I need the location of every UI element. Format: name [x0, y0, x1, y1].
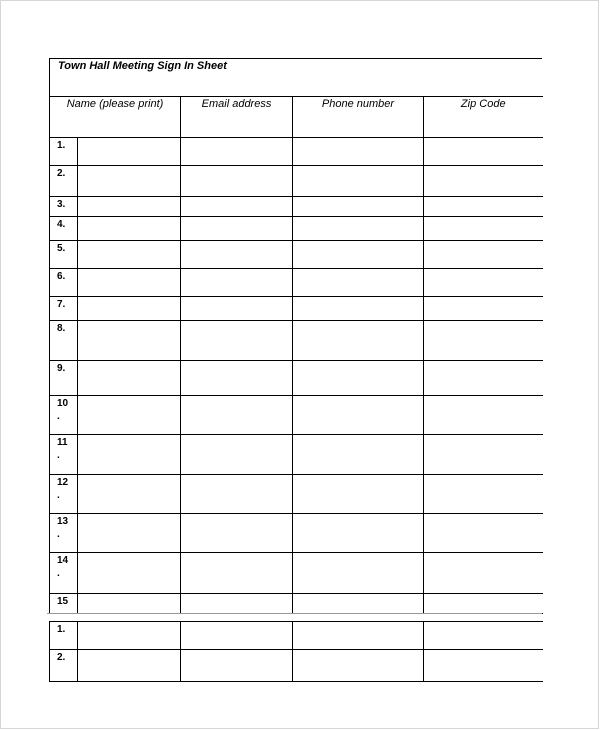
row-number-label: 6.: [57, 271, 66, 282]
sign-in-table-continued: [49, 621, 543, 682]
phone-cell: [293, 475, 424, 514]
name-cell: [78, 321, 181, 361]
row-number-label: 7.: [57, 299, 66, 310]
phone-cell: [293, 197, 424, 217]
email-cell: [181, 594, 293, 614]
row-number-label: 15: [57, 596, 69, 607]
row-number-label: 2.: [57, 652, 66, 663]
zip-cell: [424, 197, 543, 217]
row-number: [50, 622, 78, 650]
email-cell: [181, 514, 293, 553]
zip-cell: [424, 269, 543, 297]
phone-cell: [293, 297, 424, 321]
zip-cell: [424, 650, 543, 682]
zip-cell: [424, 553, 543, 594]
phone-cell: [293, 650, 424, 682]
phone-cell: [293, 217, 424, 241]
row-number: [50, 435, 78, 475]
phone-cell: [293, 435, 424, 475]
name-cell: [78, 514, 181, 553]
zip-cell: [424, 475, 543, 514]
name-cell: [78, 396, 181, 435]
phone-cell: [293, 553, 424, 594]
name-cell: [78, 553, 181, 594]
zip-cell: [424, 166, 543, 197]
sign-in-sheet-continued: [49, 621, 542, 682]
sign-in-table: [49, 96, 543, 614]
name-cell: [78, 297, 181, 321]
email-cell: [181, 166, 293, 197]
name-cell: [78, 217, 181, 241]
table-row: [50, 269, 543, 297]
phone-cell: [293, 622, 424, 650]
row-number-label: 10: [57, 398, 69, 409]
table-row: [50, 553, 543, 594]
name-cell: [78, 361, 181, 396]
row-number-label: 9.: [57, 363, 66, 374]
phone-cell: [293, 594, 424, 614]
phone-cell: [293, 138, 424, 166]
row-number: [50, 650, 78, 682]
phone-cell: [293, 396, 424, 435]
row-number-label: 11: [57, 437, 68, 448]
email-cell: [181, 650, 293, 682]
row-number-continuation: .: [57, 450, 60, 461]
email-cell: [181, 435, 293, 475]
zip-cell: [424, 514, 543, 553]
row-number: [50, 138, 78, 166]
table-row: [50, 650, 543, 682]
sheet-title: Town Hall Meeting Sign In Sheet: [58, 60, 227, 72]
name-cell: [78, 269, 181, 297]
name-cell: [78, 241, 181, 269]
row-number-continuation: .: [57, 529, 60, 540]
email-cell: [181, 553, 293, 594]
email-cell: [181, 622, 293, 650]
phone-cell: [293, 514, 424, 553]
row-number: [50, 241, 78, 269]
row-number-continuation: .: [57, 568, 60, 579]
table-row: [50, 396, 543, 435]
row-number: [50, 321, 78, 361]
name-cell: [78, 594, 181, 614]
table-row: [50, 217, 543, 241]
email-cell: [181, 361, 293, 396]
zip-cell: [424, 241, 543, 269]
row-number-label: 12: [57, 477, 69, 488]
table-row: [50, 361, 543, 396]
zip-cell: [424, 435, 543, 475]
table-row: [50, 514, 543, 553]
row-number: [50, 396, 78, 435]
name-cell: [78, 475, 181, 514]
row-number-label: 1.: [57, 140, 66, 151]
table-row: [50, 241, 543, 269]
email-cell: [181, 241, 293, 269]
name-cell: [78, 138, 181, 166]
zip-cell: [424, 217, 543, 241]
row-number-label: 5.: [57, 243, 66, 254]
zip-cell: [424, 622, 543, 650]
row-number: [50, 553, 78, 594]
row-number: [50, 269, 78, 297]
phone-cell: [293, 241, 424, 269]
table-row: [50, 475, 543, 514]
name-cell: [78, 650, 181, 682]
table-row: [50, 166, 543, 197]
header-row: [50, 97, 543, 138]
row-number-label: 4.: [57, 219, 66, 230]
sign-in-sheet: [49, 58, 542, 614]
email-cell: [181, 321, 293, 361]
row-number: [50, 361, 78, 396]
email-cell: [181, 197, 293, 217]
table-row: [50, 594, 543, 614]
name-cell: [78, 197, 181, 217]
zip-cell: [424, 138, 543, 166]
title-row: [49, 58, 542, 96]
name-cell: [78, 435, 181, 475]
row-number-continuation: .: [57, 411, 60, 422]
email-cell: [181, 475, 293, 514]
zip-cell: [424, 361, 543, 396]
row-number-label: 2.: [57, 168, 66, 179]
name-cell: [78, 166, 181, 197]
row-number: [50, 166, 78, 197]
email-cell: [181, 396, 293, 435]
page-break-line: [47, 613, 542, 614]
row-number: [50, 217, 78, 241]
row-number-label: 3.: [57, 199, 66, 210]
table-row: [50, 321, 543, 361]
phone-cell: [293, 166, 424, 197]
col-header-zip: Zip Code: [424, 97, 543, 138]
row-number: [50, 197, 78, 217]
phone-cell: [293, 269, 424, 297]
row-number-label: 1.: [57, 624, 66, 635]
email-cell: [181, 138, 293, 166]
col-header-name: Name (please print): [50, 97, 181, 138]
row-number-label: 13: [57, 516, 69, 527]
email-cell: [181, 217, 293, 241]
table-row: [50, 197, 543, 217]
phone-cell: [293, 321, 424, 361]
table-row: [50, 297, 543, 321]
email-cell: [181, 269, 293, 297]
table-row: [50, 622, 543, 650]
zip-cell: [424, 297, 543, 321]
zip-cell: [424, 321, 543, 361]
row-number: [50, 475, 78, 514]
name-cell: [78, 622, 181, 650]
row-number: [50, 297, 78, 321]
row-number-label: 8.: [57, 323, 66, 334]
email-cell: [181, 297, 293, 321]
row-number-continuation: .: [57, 490, 60, 501]
zip-cell: [424, 396, 543, 435]
table-row: [50, 435, 543, 475]
zip-cell: [424, 594, 543, 614]
table-row: [50, 138, 543, 166]
row-number-label: 14: [57, 555, 69, 566]
row-number: [50, 514, 78, 553]
col-header-phone: Phone number: [293, 97, 424, 138]
phone-cell: [293, 361, 424, 396]
col-header-email: Email address: [181, 97, 293, 138]
row-number: [50, 594, 78, 614]
